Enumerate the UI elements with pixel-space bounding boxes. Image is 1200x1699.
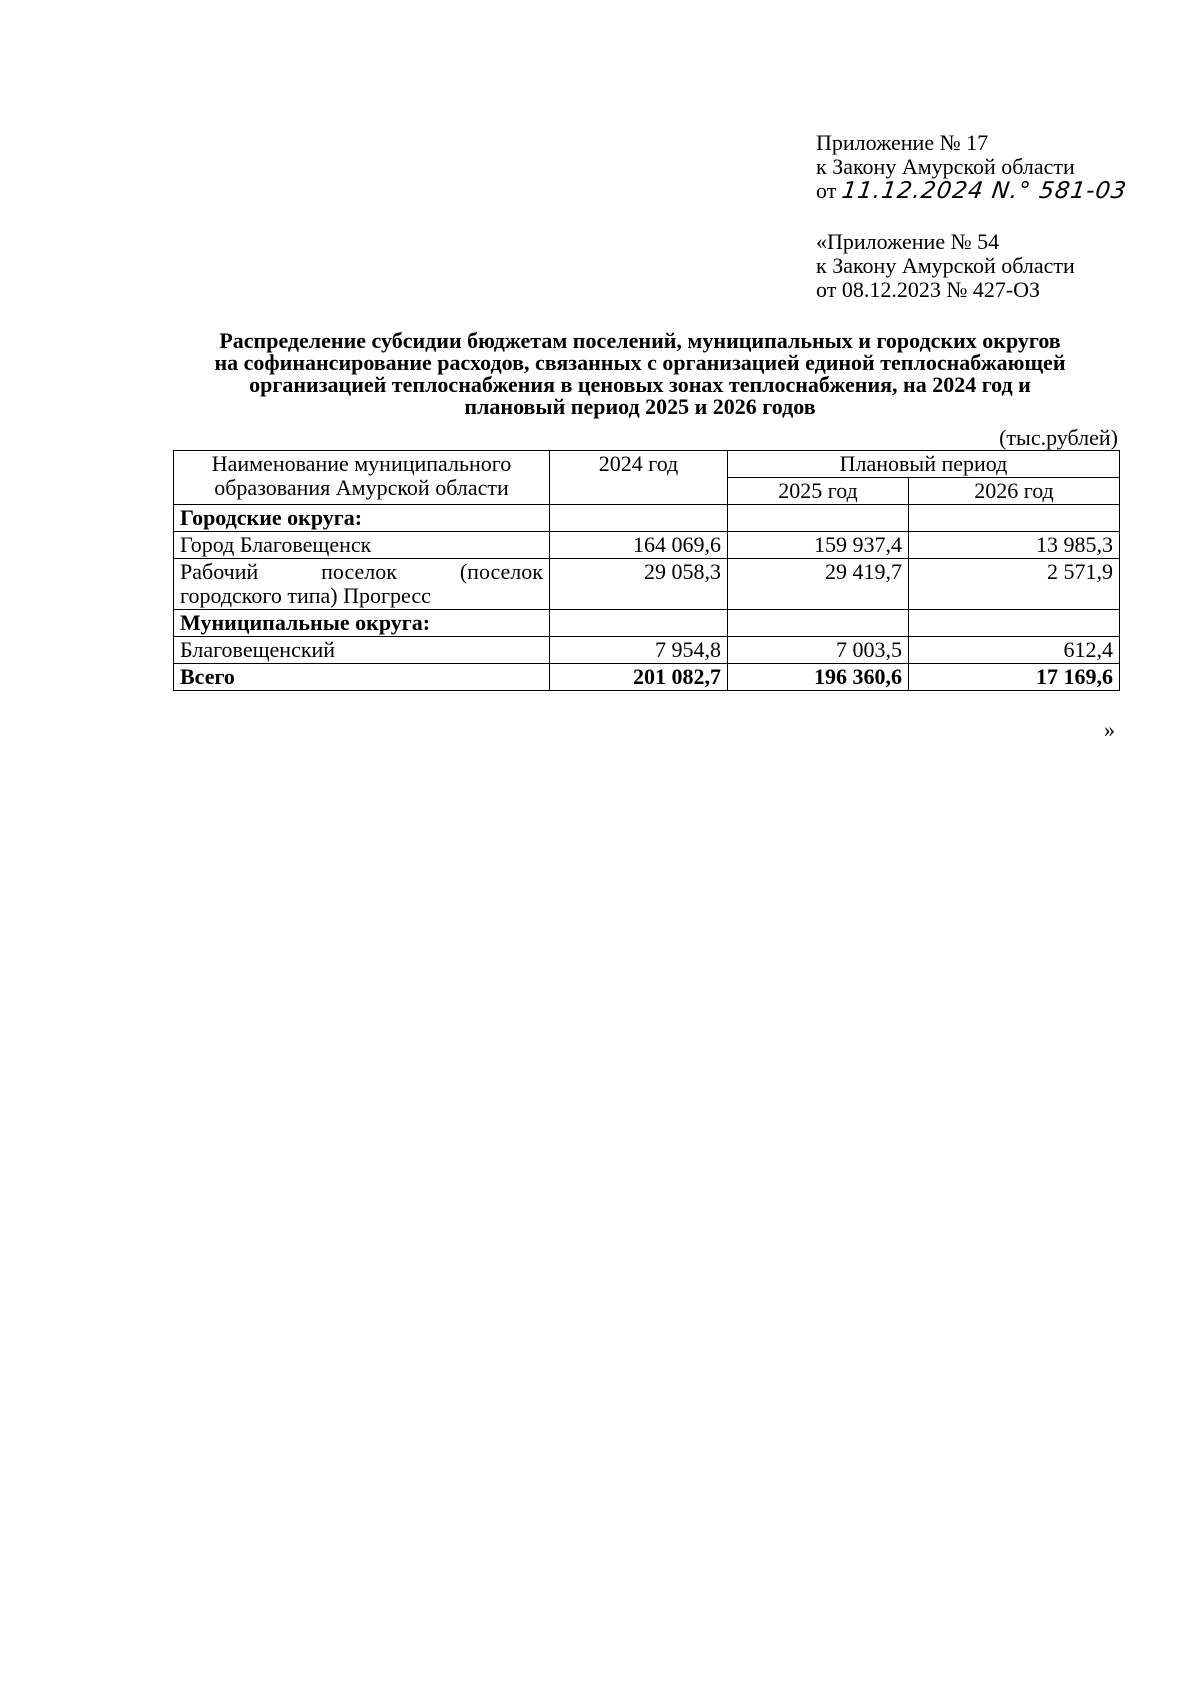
previous-appendix-law: к Закону Амурской области — [816, 253, 1075, 278]
appendix-law: к Закону Амурской области — [816, 154, 1075, 179]
table-row — [174, 559, 1120, 610]
title-line-3: организацией теплоснабжения в ценовых зонах теплоснабжения, на 2024 год и — [249, 372, 1031, 397]
value-2026: 2 571,9 — [909, 559, 1120, 610]
row-name-word: поселок — [321, 559, 397, 584]
empty-cell — [728, 505, 909, 532]
previous-appendix-reference — [816, 230, 1176, 302]
row-name-line-1 — [180, 560, 543, 584]
total-2025: 196 360,6 — [728, 664, 909, 691]
value-2025: 29 419,7 — [728, 559, 909, 610]
title-line-2: на софинансирование расходов, связанных с организацией единой теплоснабжающей — [214, 350, 1066, 375]
empty-cell — [909, 505, 1120, 532]
row-name-word: (поселок — [459, 559, 543, 584]
value-2025: 7 003,5 — [728, 637, 909, 664]
section-row-municipal-districts — [174, 610, 1120, 637]
row-name: Город Благовещенск — [174, 532, 550, 559]
header-2025: 2025 год — [728, 478, 909, 505]
header-name-line-2: образования Амурской области — [214, 475, 509, 500]
header-2026: 2026 год — [909, 478, 1120, 505]
appendix-number: Приложение № 17 — [816, 130, 989, 155]
table-row — [174, 637, 1120, 664]
row-name: Благовещенский — [174, 637, 550, 664]
value-2024: 29 058,3 — [550, 559, 728, 610]
previous-appendix-date: от 08.12.2023 № 427-ОЗ — [816, 277, 1041, 302]
value-2024: 7 954,8 — [550, 637, 728, 664]
empty-cell — [909, 610, 1120, 637]
units-label: (тыс.рублей) — [999, 425, 1118, 450]
header-planned-period: Плановый период — [728, 451, 1120, 478]
document-title — [160, 330, 1120, 418]
row-name-word: Рабочий — [180, 559, 259, 584]
row-name — [174, 559, 550, 610]
header-2024: 2024 год — [550, 451, 728, 505]
title-line-4: плановый период 2025 и 2026 годов — [464, 394, 816, 419]
table-header-row — [174, 451, 1120, 478]
value-2026: 13 985,3 — [909, 532, 1120, 559]
total-2026: 17 169,6 — [909, 664, 1120, 691]
header-name-cell — [174, 451, 550, 505]
value-2024: 164 069,6 — [550, 532, 728, 559]
row-name-line-2: городского типа) Прогресс — [180, 583, 431, 608]
value-2025: 159 937,4 — [728, 532, 909, 559]
section-row-city-districts — [174, 505, 1120, 532]
subsidy-table — [173, 450, 1120, 691]
table-row — [174, 532, 1120, 559]
section-label-municipal-districts: Муниципальные округа: — [174, 610, 550, 637]
total-2024: 201 082,7 — [550, 664, 728, 691]
value-2026: 612,4 — [909, 637, 1120, 664]
title-line-1: Распределение субсидии бюджетам поселений, муниципальных и городских округов — [219, 328, 1061, 353]
section-label-city-districts: Городские округа: — [174, 505, 550, 532]
closing-quote: » — [1104, 717, 1115, 742]
appendix-date-line — [816, 179, 1176, 203]
empty-cell — [550, 505, 728, 532]
previous-appendix-number: «Приложение № 54 — [816, 229, 1000, 254]
table-total-row — [174, 664, 1120, 691]
header-name-line-1: Наименование муниципального — [211, 451, 512, 476]
empty-cell — [728, 610, 909, 637]
total-label: Всего — [174, 664, 550, 691]
handwritten-date-number: 11.12.2024 N.° 581-03 — [840, 178, 1129, 204]
appendix-date-prefix: от — [816, 178, 837, 203]
appendix-reference — [816, 131, 1176, 203]
empty-cell — [550, 610, 728, 637]
